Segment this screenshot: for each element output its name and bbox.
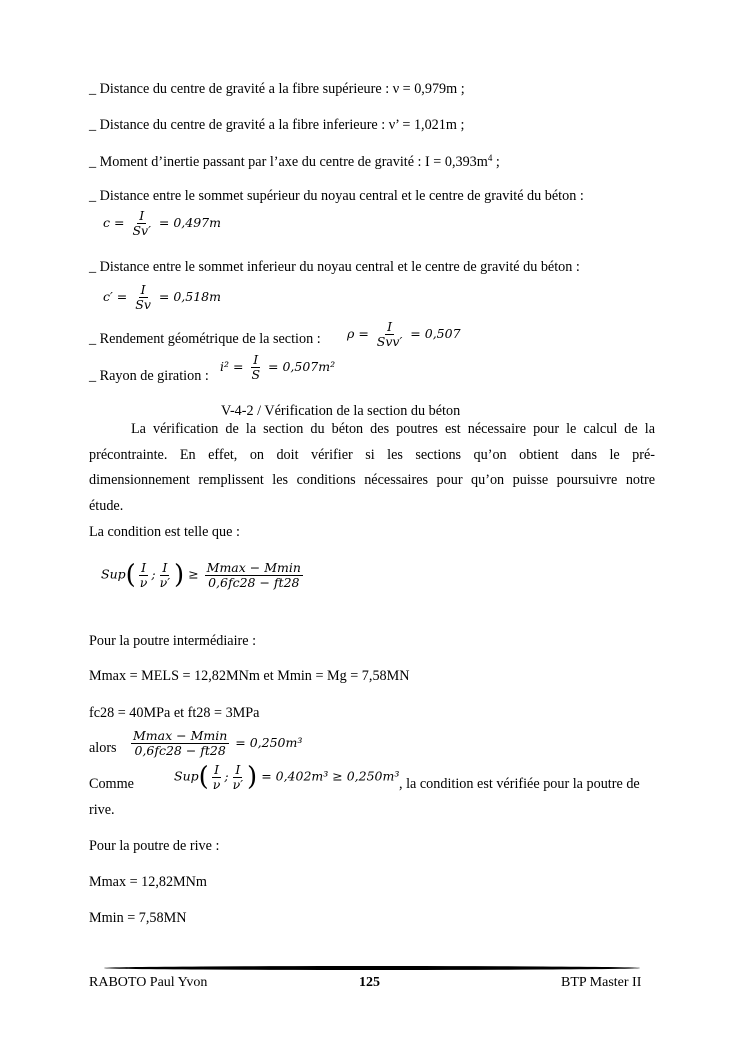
formula-cp-lhs: c′ = bbox=[103, 289, 128, 304]
condition-frac-2 bbox=[158, 561, 172, 590]
formula-c-lhs: c = bbox=[103, 215, 125, 230]
comme-f1-num: I bbox=[214, 761, 220, 777]
alors-den: 0,6fc28 − ft28 bbox=[134, 743, 226, 758]
comme-label: Comme bbox=[89, 776, 134, 792]
alors-num: Mmax − Mmin bbox=[133, 728, 228, 743]
intermediate-moments: Mmax = MELS = 12,82MNm et Mmin = Mg = 7,58MN bbox=[89, 668, 410, 684]
line-centroid-top-distance: _ Distance du centre de gravité a la fibre supérieure : ν = 0,979m ; bbox=[89, 81, 465, 97]
formula-rho-num: I bbox=[387, 319, 393, 334]
comme-sup: Sup bbox=[174, 768, 199, 784]
formula-i-fraction bbox=[249, 353, 262, 382]
formula-cp-num: I bbox=[140, 282, 146, 297]
footer-author: RABOTO Paul Yvon bbox=[89, 975, 208, 990]
comme-rhs: = 0,402m³ ≥ 0,250m³ bbox=[261, 768, 400, 784]
conclusion-line-b: rive. bbox=[89, 802, 115, 818]
condition-rhs-den: 0,6fc28 − ft28 bbox=[208, 574, 300, 590]
formula-i-lhs: i² = bbox=[220, 359, 244, 374]
intermediate-title: Pour la poutre intermédiaire : bbox=[89, 633, 257, 649]
inertia-end: ; bbox=[492, 154, 500, 170]
condition-ge: ≥ bbox=[188, 566, 199, 582]
paragraph-line-1: La vérification de la section du béton des poutres est nécessaire pour le calcul de la bbox=[131, 421, 655, 437]
comme-frac-2 bbox=[231, 763, 245, 792]
formula-rho-rhs: = 0,507 bbox=[410, 326, 461, 341]
formula-c bbox=[103, 209, 221, 238]
condition-f2-den: ν′ bbox=[159, 574, 171, 590]
formula-i-num: I bbox=[253, 352, 259, 367]
footer-course: BTP Master II bbox=[561, 975, 642, 990]
comme-f2-den: ν′ bbox=[232, 776, 244, 792]
rive-title: Pour la poutre de rive : bbox=[89, 838, 220, 854]
formula-cp-rhs: = 0,518m bbox=[158, 289, 221, 304]
formula-c-num: I bbox=[139, 208, 145, 223]
condition-rhs-num: Mmax − Mmin bbox=[206, 559, 301, 575]
conclusion-line-a: , la condition est vérifiée pour la poutre de bbox=[399, 776, 640, 792]
formula-i-den: S bbox=[251, 367, 261, 382]
paragraph-line-2: précontrainte. En effet, on doit vérifier si les sections qu’on obtient dans le pré- bbox=[89, 447, 655, 463]
line-moment-inertia bbox=[89, 153, 500, 171]
condition-f1-den: ν bbox=[139, 574, 148, 590]
alors-fraction bbox=[131, 729, 229, 758]
condition-f1-num: I bbox=[141, 559, 147, 575]
footer-divider bbox=[104, 966, 640, 970]
paragraph-line-3: dimensionnement remplissent les conditions nécessaires pour qu’on puisse poursuivre notre bbox=[89, 472, 655, 488]
inertia-exponent: 4 bbox=[487, 153, 493, 163]
alors-rhs: = 0,250m³ bbox=[235, 735, 303, 750]
condition-rhs-fraction bbox=[205, 561, 303, 590]
condition-sup: Sup bbox=[101, 566, 126, 582]
line-giration: _ Rayon de giration : bbox=[89, 368, 209, 384]
section-heading: V-4-2 / Vérification de la section du béton bbox=[221, 403, 461, 419]
line-centroid-bottom-distance: _ Distance du centre de gravité a la fibre inferieure : ν’ = 1,021m ; bbox=[89, 117, 465, 133]
formula-rho bbox=[347, 320, 461, 349]
formula-cp-den: Sv bbox=[135, 297, 151, 312]
paragraph-line-4: étude. bbox=[89, 498, 124, 514]
line-c-prime-intro: _ Distance entre le sommet inferieur du noyau central et le centre de gravité du béton : bbox=[89, 259, 580, 275]
condition-sep: ; bbox=[151, 566, 156, 582]
formula-comme: Sup( $\frac{I}{\nu}$ ; $\frac{I}{\nu'}$ ) = 0,402m³ ≥ 0,250m³ bbox=[174, 761, 400, 792]
formula-i-rhs: = 0,507m² bbox=[268, 359, 336, 374]
comme-sep: ; bbox=[224, 768, 229, 784]
condition-f2-num: I bbox=[162, 559, 168, 575]
formula-c-den: Sv′ bbox=[132, 223, 151, 238]
formula-giration bbox=[220, 353, 335, 382]
comme-frac-1 bbox=[211, 763, 223, 792]
inertia-text: _ Moment d’inertie passant par l’axe du centre de gravité : I = 0,393m bbox=[89, 154, 488, 170]
formula-c-rhs: = 0,497m bbox=[158, 215, 221, 230]
formula-alors bbox=[129, 729, 302, 758]
line-rendement: _ Rendement géométrique de la section : bbox=[89, 331, 321, 347]
rive-mmax: Mmax = 12,82MNm bbox=[89, 874, 207, 890]
alors-label: alors bbox=[89, 740, 117, 756]
formula-rho-lhs: ρ = bbox=[347, 326, 369, 341]
formula-condition: Sup( $\frac{I}{\nu}$ ; $\frac{I}{\nu'}$ ) ≥ $\frac{Mmax - Mmin}{0,6fc28 - ft28}$ bbox=[101, 559, 301, 590]
formula-rho-fraction bbox=[375, 320, 405, 349]
condition-intro: La condition est telle que : bbox=[89, 524, 240, 540]
formula-rho-den: Svv′ bbox=[376, 334, 403, 349]
intermediate-strengths: fc28 = 40MPa et ft28 = 3MPa bbox=[89, 705, 260, 721]
comme-f2-num: I bbox=[235, 761, 241, 777]
comme-f1-den: ν bbox=[212, 776, 221, 792]
condition-frac-1 bbox=[138, 561, 150, 590]
footer-page-number: 125 bbox=[359, 975, 380, 990]
formula-c-prime bbox=[103, 283, 221, 312]
formula-cp-fraction bbox=[133, 283, 153, 312]
line-c-intro: _ Distance entre le sommet supérieur du noyau central et le centre de gravité du béton : bbox=[89, 188, 584, 204]
rive-mmin: Mmin = 7,58MN bbox=[89, 910, 187, 926]
formula-c-fraction bbox=[130, 209, 152, 238]
